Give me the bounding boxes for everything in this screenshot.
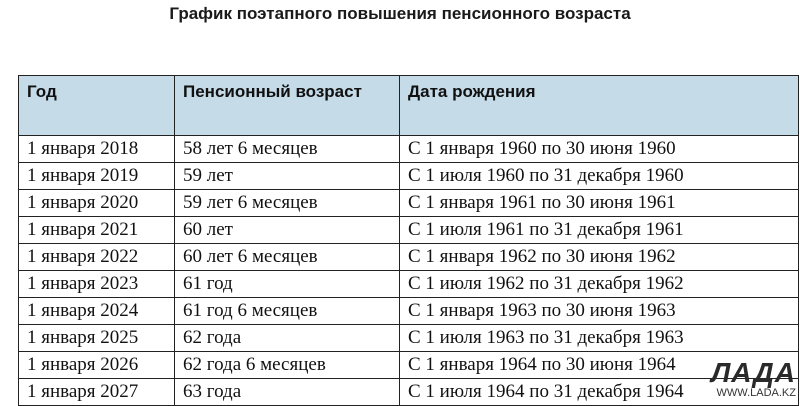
cell-year: 1 января 2027: [19, 379, 175, 406]
cell-year: 1 января 2018: [19, 136, 175, 163]
table-header-row: [19, 76, 799, 136]
cell-birth-date: С 1 июля 1960 по 31 декабря 1960: [400, 163, 799, 190]
cell-pension-age: 63 года: [175, 379, 400, 406]
watermark: [686, 359, 796, 399]
cell-year: 1 января 2022: [19, 244, 175, 271]
table-row: [19, 217, 799, 244]
watermark-url: WWW.LADA.KZ: [716, 387, 796, 399]
page-title: График поэтапного повышения пенсионного возраста: [169, 4, 631, 23]
table-row: [19, 298, 799, 325]
cell-year: 1 января 2020: [19, 190, 175, 217]
cell-pension-age: 62 года 6 месяцев: [175, 352, 400, 379]
cell-year: 1 января 2021: [19, 217, 175, 244]
header-pension-age: Пенсионный возраст: [175, 76, 400, 136]
cell-birth-date: С 1 июля 1961 по 31 декабря 1961: [400, 217, 799, 244]
header-birth-date: Дата рождения: [400, 76, 799, 136]
header-year: Год: [19, 76, 175, 136]
pension-age-table: [18, 75, 799, 406]
table-row: [19, 379, 799, 406]
table-row: [19, 352, 799, 379]
cell-pension-age: 59 лет: [175, 163, 400, 190]
cell-pension-age: 61 год: [175, 271, 400, 298]
table-row: [19, 163, 799, 190]
table-row: [19, 136, 799, 163]
cell-year: 1 января 2019: [19, 163, 175, 190]
table-row: [19, 325, 799, 352]
cell-pension-age: 62 года: [175, 325, 400, 352]
cell-birth-date: С 1 июля 1963 по 31 декабря 1963: [400, 325, 799, 352]
cell-birth-date: С 1 января 1963 по 30 июня 1963: [400, 298, 799, 325]
cell-birth-date: С 1 января 1960 по 30 июня 1960: [400, 136, 799, 163]
cell-year: 1 января 2025: [19, 325, 175, 352]
cell-birth-date: С 1 января 1961 по 30 июня 1961: [400, 190, 799, 217]
table-row: [19, 271, 799, 298]
watermark-logo: ЛАДА: [711, 357, 796, 388]
cell-year: 1 января 2024: [19, 298, 175, 325]
cell-birth-date: С 1 июля 1964 по 31 декабря 1964: [400, 379, 799, 406]
cell-year: 1 января 2023: [19, 271, 175, 298]
cell-pension-age: 58 лет 6 месяцев: [175, 136, 400, 163]
cell-pension-age: 59 лет 6 месяцев: [175, 190, 400, 217]
cell-year: 1 января 2026: [19, 352, 175, 379]
cell-birth-date: С 1 июля 1962 по 31 декабря 1962: [400, 271, 799, 298]
cell-pension-age: 61 год 6 месяцев: [175, 298, 400, 325]
table-row: [19, 244, 799, 271]
cell-birth-date: С 1 января 1964 по 30 июня 1964: [400, 352, 799, 379]
table-row: [19, 190, 799, 217]
cell-birth-date: С 1 января 1962 по 30 июня 1962: [400, 244, 799, 271]
cell-pension-age: 60 лет 6 месяцев: [175, 244, 400, 271]
cell-pension-age: 60 лет: [175, 217, 400, 244]
